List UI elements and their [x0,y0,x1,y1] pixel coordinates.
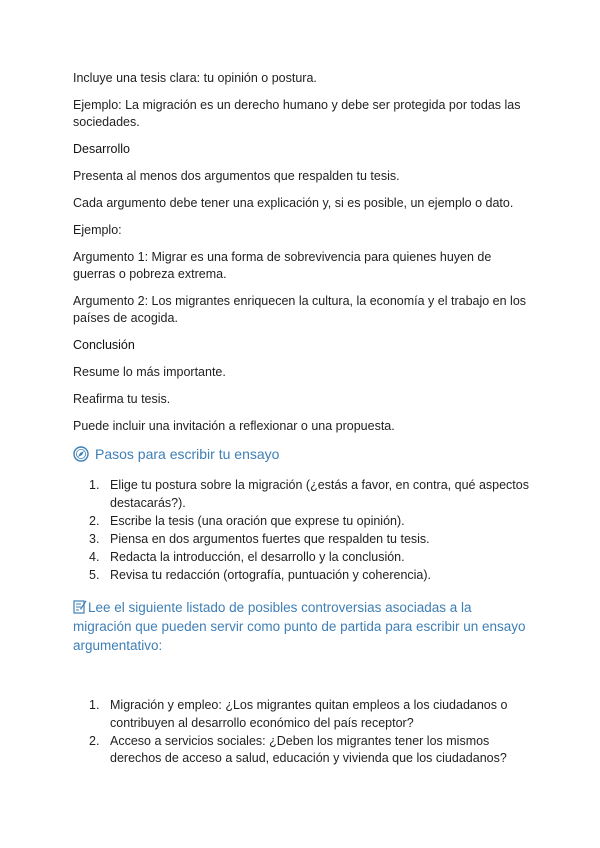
list-number: 3. [89,531,100,546]
document-content [73,70,533,768]
thesis-example: Ejemplo: La migración es un derecho humano y debe ser protegida por todas las sociedades. [73,98,521,129]
list-item-text: Migración y empleo: ¿Los migrantes quitan empleos a los ciudadanos o contribuyen al desarrollo económico del país receptor? [110,698,508,730]
argument-2: Argumento 2: Los migrantes enriquecen la cultura, la economía y el trabajo en los países de acogida. [73,294,527,325]
desarrollo-text-2: Cada argumento debe tener una explicación y, si es posible, un ejemplo o dato. [73,196,514,210]
list-item [73,697,533,732]
list-item-text: Escribe la tesis (una oración que exprese tu opinión). [110,513,405,528]
list-number: 2. [89,733,100,748]
controversias-lead-text: Lee el siguiente listado de posibles controversias asociadas a la migración que pueden servir como punto de partida para escribir un ensayo argumentativo: [73,600,526,653]
list-item-text: Elige tu postura sobre la migración (¿estás a favor, en contra, qué aspectos destacarás?). [110,478,529,510]
list-item [73,549,533,567]
list-item-text: Acceso a servicios sociales: ¿Deben los migrantes tener los mismos derechos de acceso a salud, educación y vivienda que los ciudadanos? [110,733,507,765]
thesis-instruction: Incluye una tesis clara: tu opinión o postura. [73,71,317,85]
desarrollo-text-3: Ejemplo: [73,223,122,237]
list-item [73,567,533,585]
list-number: 1. [89,698,100,712]
list-item [73,531,533,549]
list-number: 1. [89,478,100,492]
list-number: 2. [89,513,100,528]
conclusion-text-1: Resume lo más importante. [73,365,226,379]
memo-icon [73,599,87,614]
compass-icon [73,446,89,462]
list-item [73,513,533,531]
list-item-text: Revisa tu redacción (ortografía, puntuación y coherencia). [110,567,432,582]
conclusion-text-3: Puede incluir una invitación a reflexionar o una propuesta. [73,419,395,433]
steps-list [73,477,533,584]
list-number: 5. [89,567,100,582]
list-item [73,477,533,512]
steps-title-text: Pasos para escribir tu ensayo [95,446,280,462]
list-item [73,733,533,768]
argument-1: Argumento 1: Migrar es una forma de sobrevivencia para quienes huyen de guerras o pobreza extrema. [73,250,492,281]
list-item-text: Redacta la introducción, el desarrollo y la conclusión. [110,549,405,564]
list-number: 4. [89,549,100,564]
heading-desarrollo: Desarrollo [73,142,130,156]
heading-conclusion: Conclusión [73,338,135,352]
controversias-list [73,697,533,768]
steps-section-title [73,445,533,463]
controversias-lead [73,598,533,655]
desarrollo-text-1: Presenta al menos dos argumentos que respalden tu tesis. [73,169,400,183]
conclusion-text-2: Reafirma tu tesis. [73,392,171,406]
list-item-text: Piensa en dos argumentos fuertes que respalden tu tesis. [110,531,430,546]
